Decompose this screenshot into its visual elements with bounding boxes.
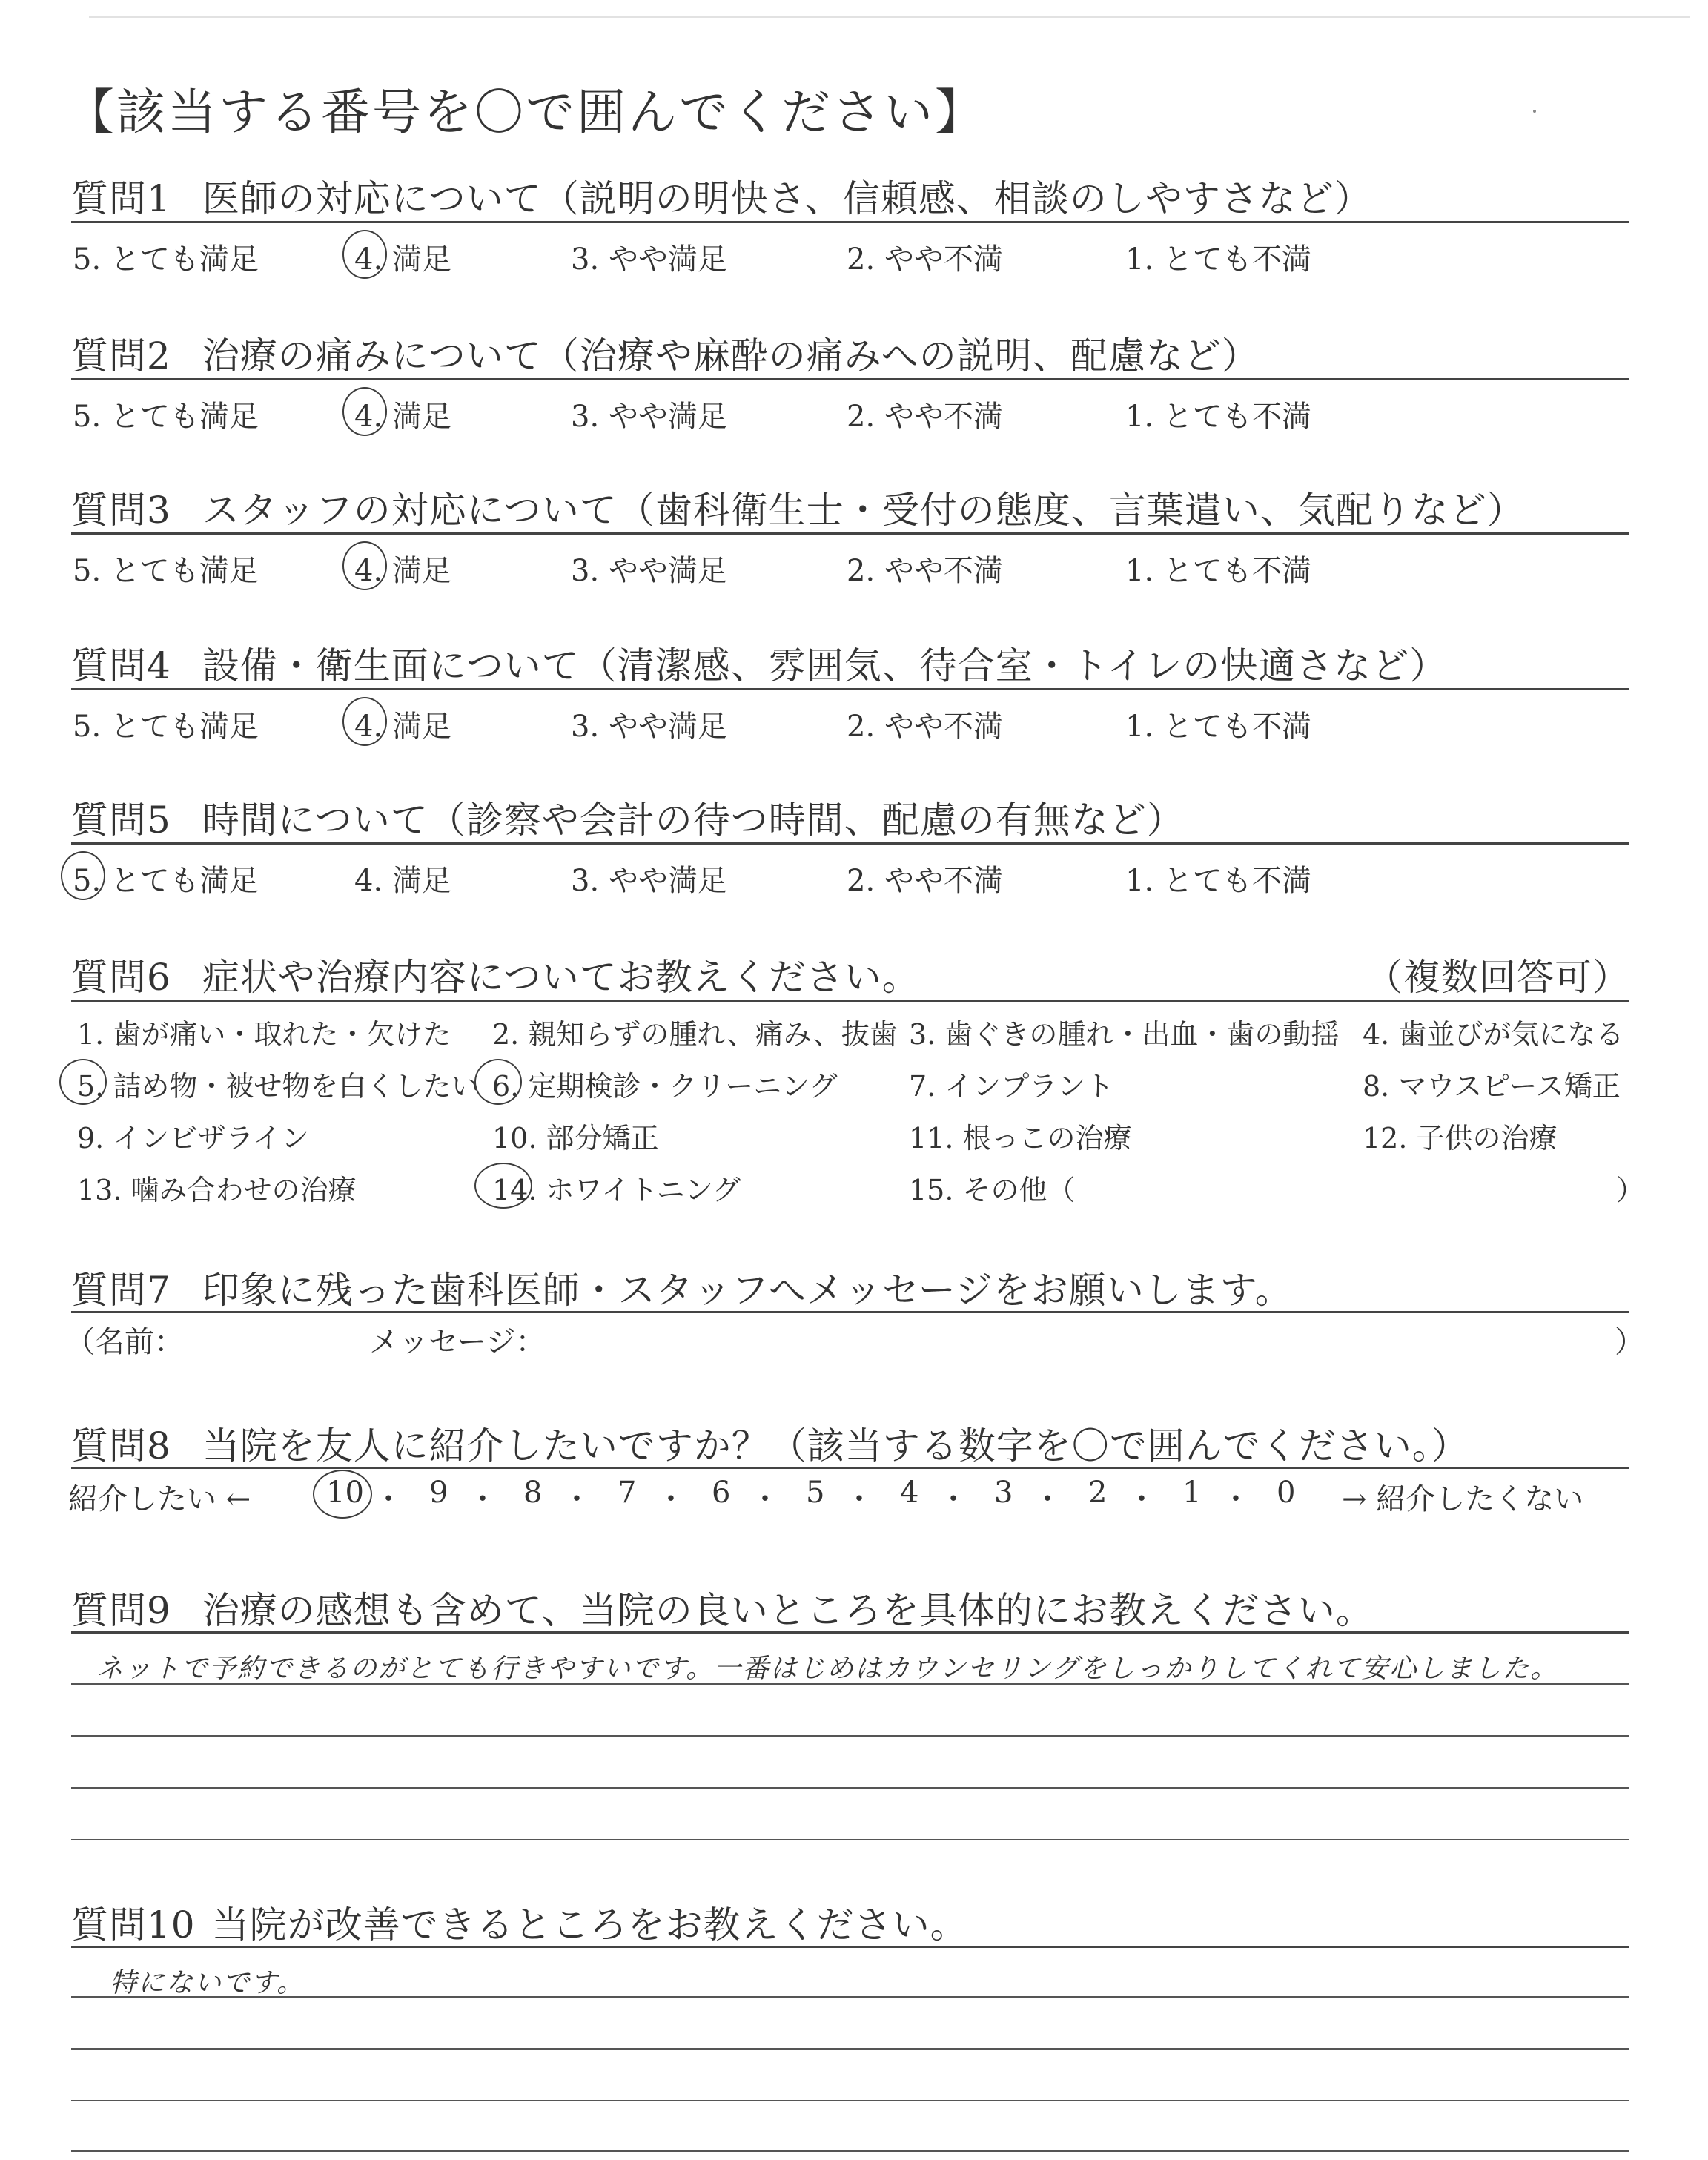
symptom-option[interactable]: 13. 噛み合わせの治療: [77, 1174, 357, 1206]
scale-separator: ・: [750, 1482, 780, 1516]
question-2-title: 質問2 治療の痛みについて（治療や麻酔の痛みへの説明、配慮など）: [71, 334, 1260, 377]
answer-line: [71, 1839, 1629, 1840]
symptom-option[interactable]: 1. 歯が痛い・取れた・欠けた: [77, 1018, 451, 1051]
q5-option[interactable]: 2. やや不満: [847, 864, 1003, 898]
scale-value-5[interactable]: 5: [806, 1476, 825, 1510]
question-9-title: 質問9 治療の感想も含めて、当院の良いところを具体的にお教えください。: [71, 1589, 1374, 1632]
question-2-rule: [71, 378, 1629, 380]
question-6-title: 質問6 症状や治療内容についてお教えください。 （複数回答可）: [71, 948, 920, 1001]
answer-line: [71, 1683, 1629, 1685]
scale-value-4[interactable]: 4: [900, 1476, 919, 1510]
symptom-option[interactable]: 14. ホワイトニング: [492, 1174, 741, 1206]
scale-value-9[interactable]: 9: [429, 1476, 448, 1510]
good-points-answer: ネットで予約できるのがとても行きやすいです。一番はじめはカウンセリングをしっかりしてくれて安心しました。: [96, 1654, 1559, 1684]
q3-option[interactable]: 2. やや不満: [847, 554, 1003, 588]
scale-separator: ・: [656, 1482, 686, 1516]
scale-separator: ・: [468, 1482, 497, 1516]
symptom-selected-circle: [474, 1059, 522, 1105]
multiple-answers-note: （複数回答可）: [1366, 956, 1630, 999]
answer-line: [71, 1996, 1629, 1998]
question-5-title: 質問5 時間について（診察や会計の待つ時間、配慮の有無など）: [71, 799, 1185, 842]
question-3-title: 質問3 スタッフの対応について（歯科衛生士・受付の態度、言葉遣い、気配りなど）: [71, 489, 1525, 532]
symptom-option[interactable]: 8. マウスピース矯正: [1363, 1070, 1621, 1103]
q2-option[interactable]: 2. やや不満: [847, 400, 1003, 434]
symptom-option[interactable]: 7. インプラント: [909, 1070, 1114, 1103]
question-10-rule: [71, 1946, 1629, 1948]
q3-option[interactable]: 4. 満足: [354, 554, 451, 588]
symptom-option[interactable]: 10. 部分矯正: [492, 1122, 659, 1155]
symptom-option[interactable]: 15. その他（: [909, 1174, 1076, 1206]
symptom-option[interactable]: 3. 歯ぐきの腫れ・出血・歯の動揺: [909, 1018, 1340, 1051]
q3-option[interactable]: 1. とても不満: [1125, 554, 1311, 588]
scale-value-3[interactable]: 3: [994, 1476, 1013, 1510]
scale-separator: ・: [1221, 1482, 1251, 1516]
symptom-option[interactable]: 5. 詰め物・被せ物を白くしたい: [77, 1070, 480, 1103]
symptom-selected-circle: [59, 1059, 107, 1105]
scale-value-6[interactable]: 6: [712, 1476, 731, 1510]
question-3-rule: [71, 532, 1629, 535]
q5-option[interactable]: 1. とても不満: [1125, 864, 1311, 898]
symptom-option[interactable]: 2. 親知らずの腫れ、痛み、抜歯: [492, 1018, 898, 1051]
q4-option[interactable]: 2. やや不満: [847, 710, 1003, 744]
q5-option[interactable]: 5. とても満足: [73, 864, 259, 898]
q1-option[interactable]: 4. 満足: [354, 242, 451, 277]
q1-option[interactable]: 5. とても満足: [73, 242, 259, 277]
q4-option[interactable]: 3. やや満足: [571, 710, 727, 744]
q2-selected-circle: [342, 387, 387, 436]
form-heading: 【該当する番号を〇で囲んでください】: [65, 84, 986, 141]
scale-value-8[interactable]: 8: [523, 1476, 543, 1510]
question-7-rule: [71, 1311, 1629, 1313]
q3-option[interactable]: 3. やや満足: [571, 554, 727, 588]
scale-separator: ・: [1127, 1482, 1156, 1516]
answer-line: [71, 2150, 1629, 2152]
question-7-title: 質問7 印象に残った歯科医師・スタッフへメッセージをお願いします。: [71, 1269, 1293, 1312]
question-4-title: 質問4 設備・衛生面について（清潔感、雰囲気、待合室・トイレの快適さなど）: [71, 644, 1448, 687]
question-8-title: 質問8 当院を友人に紹介したいですか？（該当する数字を〇で囲んでください。）: [71, 1424, 1469, 1467]
q4-option[interactable]: 5. とても満足: [73, 710, 259, 744]
answer-line: [71, 1787, 1629, 1789]
q2-option[interactable]: 4. 満足: [354, 400, 451, 434]
answer-line: [71, 2100, 1629, 2101]
q2-option[interactable]: 1. とても不満: [1125, 400, 1311, 434]
answer-line: [71, 1735, 1629, 1737]
symptom-option[interactable]: 11. 根っこの治療: [909, 1122, 1132, 1155]
q2-option[interactable]: 5. とても満足: [73, 400, 259, 434]
q5-selected-circle: [61, 851, 105, 900]
q5-option[interactable]: 3. やや満足: [571, 864, 727, 898]
message-label: メッセージ：: [369, 1325, 546, 1359]
other-close-paren: ）: [1616, 1174, 1645, 1206]
q2-option[interactable]: 3. やや満足: [571, 400, 727, 434]
symptom-option[interactable]: 9. インビザライン: [77, 1122, 310, 1155]
scale-value-7[interactable]: 7: [618, 1476, 637, 1510]
symptom-option[interactable]: 6. 定期検診・クリーニング: [492, 1070, 838, 1103]
question-1-title: 質問1 医師の対応について（説明の明快さ、信頼感、相談のしやすさなど）: [71, 177, 1372, 220]
recommend-right-label: → 紹介したくない: [1342, 1482, 1584, 1516]
question-4-rule: [71, 688, 1629, 690]
question-6-rule: [71, 1000, 1629, 1002]
top-edge-rule: [89, 16, 1690, 18]
question-5-rule: [71, 842, 1629, 845]
scale-separator: ・: [562, 1482, 592, 1516]
q5-option[interactable]: 4. 満足: [354, 864, 451, 898]
name-label: （名前：: [65, 1325, 184, 1359]
q3-selected-circle: [342, 541, 387, 590]
scale-separator: ・: [374, 1482, 403, 1516]
question-8-rule: [71, 1467, 1629, 1469]
symptom-selected-circle: [474, 1163, 532, 1209]
q4-selected-circle: [342, 697, 387, 746]
answer-line: [71, 2048, 1629, 2050]
q4-option[interactable]: 1. とても不満: [1125, 710, 1311, 744]
scale-separator: ・: [939, 1482, 968, 1516]
scale-value-1[interactable]: 1: [1182, 1476, 1202, 1510]
q1-option[interactable]: 1. とても不満: [1125, 242, 1311, 277]
q4-option[interactable]: 4. 満足: [354, 710, 451, 744]
symptom-option[interactable]: 4. 歯並びが気になる: [1363, 1018, 1624, 1051]
scale-value-2[interactable]: 2: [1088, 1476, 1108, 1510]
question-10-title: 質問10 当院が改善できるところをお教えください。: [71, 1903, 968, 1946]
scan-speck: [1533, 110, 1536, 113]
scale-value-10[interactable]: 10: [326, 1476, 364, 1510]
symptom-option[interactable]: 12. 子供の治療: [1363, 1122, 1558, 1155]
question-9-rule: [71, 1631, 1629, 1634]
scale-value-0[interactable]: 0: [1277, 1476, 1296, 1510]
recommend-left-label: 紹介したい ←: [68, 1482, 251, 1516]
q1-option[interactable]: 2. やや不満: [847, 242, 1003, 277]
question-1-rule: [71, 221, 1629, 223]
improvement-answer: 特にないです。: [110, 1968, 305, 1998]
scale-selected-circle: [313, 1470, 372, 1519]
scale-separator: ・: [1033, 1482, 1062, 1516]
scale-separator: ・: [844, 1482, 874, 1516]
q1-selected-circle: [342, 230, 387, 279]
q3-option[interactable]: 5. とても満足: [73, 554, 259, 588]
q1-option[interactable]: 3. やや満足: [571, 242, 727, 277]
message-close-paren: ）: [1615, 1325, 1644, 1359]
